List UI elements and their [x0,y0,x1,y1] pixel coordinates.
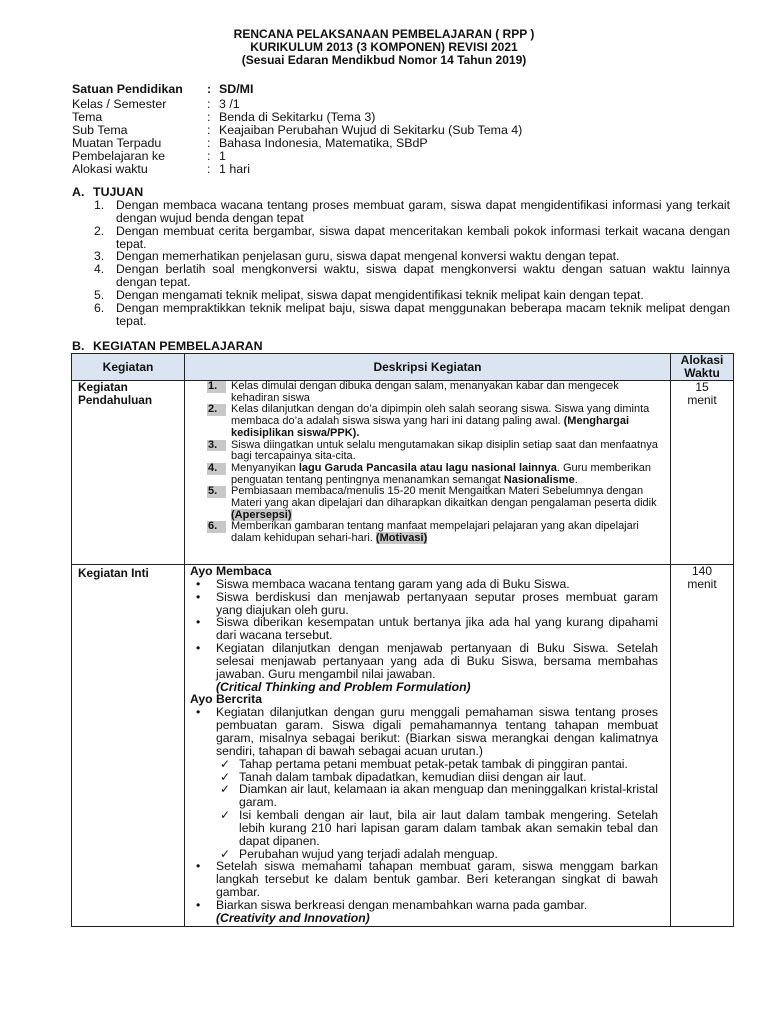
objective-text: Dengan memerhatikan penjelasan guru, siswa dapat mengenal konversi waktu dengan tepat. [116,249,620,263]
identity-label: Satuan Pendidikan [72,82,183,96]
objective-item [94,199,730,225]
identity-label: Muatan Terpadu [72,136,162,150]
item-text: Siswa diberikan kesempatan untuk bertanya jika ada hal yang kurang dipahami dari wacana tersebut. [216,615,658,643]
item-emphasis: (Menghargai kedisiplikan siswa/PPK). [231,415,630,439]
skill-tag: (Critical Thinking and Problem Formulation) [216,679,471,694]
list-item [207,521,664,544]
identity-colon: : [207,97,211,111]
list-item [190,706,658,757]
objective-text: Dengan berlatih soal mengkonversi waktu, siswa dapat mengkonversi waktu dengan satuan waktu lainnya dengan tepat. [116,262,730,289]
item-text: Kelas dilanjutkan dengan do’a dipimpin oleh salah seorang siswa. Siswa yang diminta membaca do’a adalah siswa siswa yang hari ini datang paling awal. [231,403,650,428]
identity-colon: : [207,123,211,137]
list-item [190,591,658,617]
identity-value: SD/MI [219,82,254,96]
objective-number: 5. [94,288,105,302]
check-item [190,783,658,809]
section-title: TUJUAN [93,185,144,199]
document-subtitle-reference: (Sesuai Edaran Mendikbud Nomor 14 Tahun 2019) [241,53,527,67]
item-text: Tanah dalam tambak dipadatkan, kemudian diisi dengan air laut. [239,769,587,784]
identity-value: Benda di Sekitarku (Tema 3) [219,110,376,124]
checkmark-icon: ✓ [220,756,231,771]
identity-label: Alokasi waktu [72,162,148,176]
objective-text: Dengan mempraktikkan teknik melipat baju, siswa dapat menggunakan beberapa macam teknik melipat dengan tepat. [116,301,730,328]
alokasi-value [671,565,734,927]
skill-tag: (Creativity and Innovation) [216,910,370,925]
objective-text: Dengan membuat cerita bergambar, siswa dapat menceritakan kembali pokok informasi terkait wacana dengan tepat. [116,224,730,251]
item-text: Menyanyikan [231,461,299,474]
subsection-title: Ayo Bercrita [190,692,263,707]
item-text: Siswa diingatkan untuk selalu mengutamakan sikap disiplin setiap saat dan menfaatnya bagi tercapainya sita-cita. [231,438,658,463]
pendahuluan-description [185,381,671,565]
document-title: RENCANA PELAKSANAAN PEMBELAJARAN ( RPP ) [233,27,535,41]
kegiatan-label: Kegiatan Pendahuluan [72,381,185,565]
header-deskripsi: Deskripsi Kegiatan [185,354,671,381]
header-alokasi: Alokasi Waktu [671,354,734,381]
identity-colon: : [207,149,211,163]
checkmark-icon: ✓ [220,808,231,823]
bullet-icon: • [196,615,201,630]
inti-description [185,565,671,927]
item-text: Isi kembali dengan air laut, bila air laut dalam tambak mengering. Setelah lebih kurang 210 hari lapisan garam dalam tambak akan semakin tebal dan dapat dipanen. [239,808,658,848]
item-number: 1. [207,381,226,393]
list-item [190,616,658,642]
checkmark-icon: ✓ [220,769,231,784]
bullet-icon: • [196,705,201,720]
item-text: Tahap pertama petani membuat petak-petak tambak di pinggiran pantai. [239,756,628,771]
time-value: 15 menit [687,380,717,407]
item-number: 6. [207,521,226,533]
alokasi-value [671,381,734,565]
table-header-row [72,354,734,381]
identity-value: Keajaiban Perubahan Wujud di Sekitarku (Sub Tema 4) [219,123,523,137]
item-text: Siswa berdiskusi dan menjawab pertanyaan seputar proses membuat garam yang diajukan oleh guru. [216,589,658,617]
bullet-icon: • [196,859,201,874]
item-highlight: (Motivasi) [375,532,428,545]
objective-number: 3. [94,249,105,263]
section-number: B. [72,339,85,353]
kegiatan-label: Kegiatan Inti [72,565,185,927]
objective-text: Dengan membaca wacana tentang proses membuat garam, siswa dapat mengidentifikasi informasi yang terkait dengan wujud benda dengan tepat [116,198,730,225]
list-item [190,642,658,681]
item-text: Diamkan air laut, kelamaan ia akan menguap dan meninggalkan kristal-kristal garam. [239,782,658,810]
identity-label: Kelas / Semester [72,97,167,111]
list-item [207,381,664,404]
bullet-icon: • [196,589,201,604]
item-text: . Guru memberikan penguatan tentang pentingnya menanamkan semangat [231,461,652,486]
checkmark-icon: ✓ [220,782,231,797]
identity-colon: : [207,82,212,96]
objective-item [94,302,730,328]
identity-colon: : [207,136,211,150]
item-number: 5. [207,486,226,498]
section-number: A. [72,185,85,199]
item-text: Perubahan wujud yang terjadi adalah menguap. [239,846,498,861]
item-text: Pembiasaan membaca/menulis 15-20 menit Mengaitkan Materi Sebelumnya dengan Materi yang akan dipelajari dan diharapkan dikaitkan dengan pengalaman peserta didik [231,485,657,510]
item-number: 4. [207,463,226,475]
bullet-icon: • [196,641,201,656]
section-title: KEGIATAN PEMBELAJARAN [93,339,263,353]
identity-label: Sub Tema [72,123,128,137]
identity-value: 1 [219,149,226,163]
list-item [207,440,664,463]
table-row-inti [72,565,734,927]
objective-number: 6. [94,301,105,315]
subsection-title: Ayo Membaca [190,564,272,578]
item-number: 3. [207,440,226,452]
identity-label: Pembelajaran ke [72,149,165,163]
item-text: Setelah siswa memahami tahapan membuat garam, siswa menggam barkan langkah tersebut ke dalam bentuk gambar. Beri keterangan singkat di bawah gambar. [216,859,658,900]
header-kegiatan: Kegiatan [72,354,185,381]
identity-colon: : [207,110,211,124]
section-b-heading [72,340,263,353]
checkmark-icon: ✓ [220,846,231,861]
document-subtitle-curriculum: KURIKULUM 2013 (3 KOMPONEN) REVISI 2021 [250,40,518,54]
item-emphasis: Nasionalisme [503,473,575,486]
item-number: 2. [207,404,226,416]
objective-text: Dengan mengamati teknik melipat, siswa dapat mengidentifikasi teknik melipat kain dengan tepat. [116,288,644,302]
identity-value: 1 hari [219,162,250,176]
list-item [207,486,664,521]
item-highlight: (Apersepsi) [231,508,292,521]
objective-item [94,225,730,251]
item-text: Kegiatan dilanjutkan dengan guru menggali pemahaman siswa tentang proses pembuatan garam. Siswa digali pemahamannya tentang tahapan membuat garam, misalnya sebagai berikut: (Biarkan siswa merangkai dengan kalimatnya sendiri, tahapan di bawah sebagai acuan urutan.) [216,705,658,758]
learning-activities-table [71,353,734,927]
identity-value: 3 /1 [219,97,240,111]
time-value: 140 menit [687,564,717,591]
item-text: Kegiatan dilanjutkan dengan menjawab pertanyaan di Buku Siswa. Setelah selesai menjawab pertanyaan yang ada di Buku Siswa, bersama membahas jawaban. Guru mengambil nilai jawaban. [216,641,658,681]
objective-number: 2. [94,224,105,238]
list-item [190,860,658,899]
table-row-pendahuluan [72,381,734,565]
objective-number: 4. [94,262,105,276]
identity-label: Tema [72,110,103,124]
item-text: Siswa membaca wacana tentang garam yang ada di Buku Siswa. [216,576,570,591]
list-item [190,899,658,912]
check-item [190,809,658,848]
item-emphasis: lagu Garuda Pancasila atau lagu nasional lainnya [298,461,557,474]
identity-value: Bahasa Indonesia, Matematika, SBdP [219,136,428,150]
list-item: 4. Menyanyikan lagu Garuda Pancasila atau lagu nasional lainnya. Guru memberikan penguatan tentang pentingnya menanamkan semangat Nasionalisme. [208,461,652,486]
bullet-icon: • [196,576,201,591]
list-item [207,404,664,439]
bullet-icon: • [196,897,201,912]
item-text: Kelas dimulai dengan dibuka dengan salam, menanyakan kabar dan mengecek kehadiran siswa [231,380,619,404]
objective-number: 1. [94,198,105,212]
item-text: Biarkan siswa berkreasi dengan menambahkan warna pada gambar. [216,897,588,912]
objective-item [94,263,730,289]
item-text: Memberikan gambaran tentang manfaat mempelajari pelajaran yang akan dipelajari dalam kehidupan sehari-hari. [231,520,639,545]
identity-colon: : [207,162,211,176]
